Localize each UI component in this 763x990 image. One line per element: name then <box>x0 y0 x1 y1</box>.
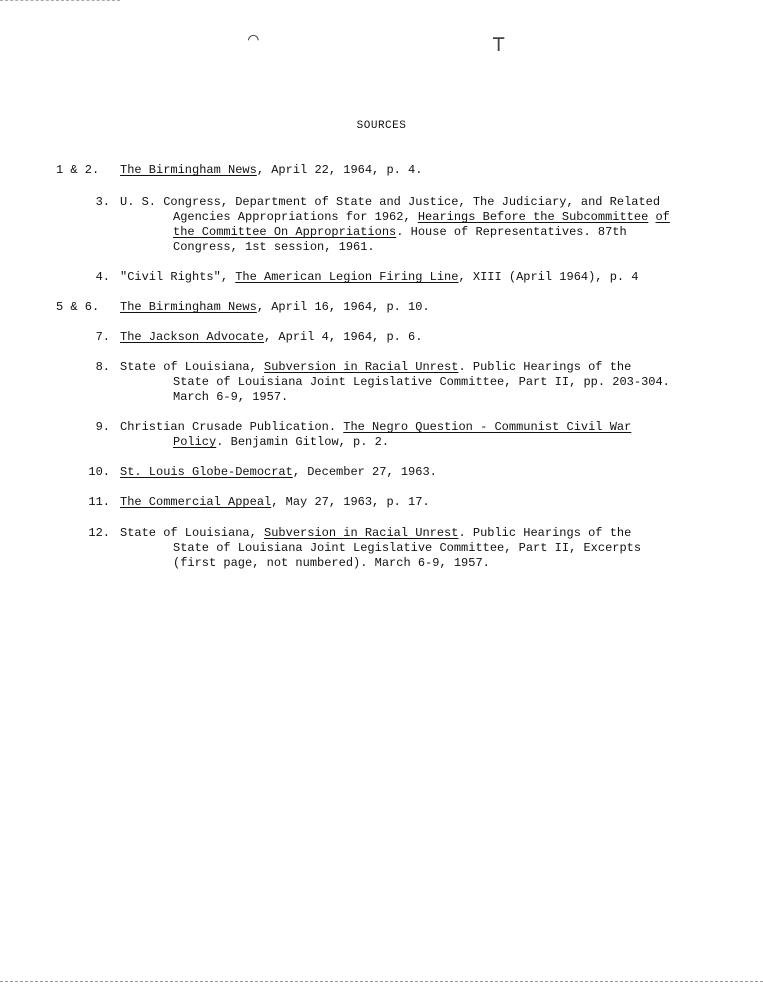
entry-line <box>120 420 631 435</box>
underlined-title: The American Legion Firing Line <box>235 270 459 284</box>
entry-number: 8. <box>95 360 110 374</box>
citation-text: Congress, 1st session, 1961. <box>173 240 375 254</box>
citation-text: Christian Crusade Publication. <box>120 420 344 434</box>
citation-text: . Benjamin Gitlow, p. 2. <box>216 435 390 449</box>
citation-text: Agencies Appropriations for 1962, <box>173 210 418 224</box>
bottom-edge-dashes <box>0 980 763 982</box>
citation-text: State of Louisiana, <box>120 526 265 540</box>
entry-line <box>120 465 437 480</box>
underlined-title: The Birmingham News <box>120 300 257 314</box>
citation-text: U. S. Congress, Department of State and Justice, The Judiciary, and Related <box>120 195 661 209</box>
underlined-title: the Committee On Appropriations <box>173 225 397 239</box>
entry-line <box>120 300 430 315</box>
entry-line <box>120 163 422 178</box>
entry-line <box>120 360 631 375</box>
underlined-title: Subversion in Racial Unrest <box>264 360 459 374</box>
citation-text: State of Louisiana Joint Legislative Committee, Part II, Excerpts <box>173 541 642 555</box>
entry-line <box>173 240 375 255</box>
entry-line <box>173 390 288 405</box>
citation-text: , April 22, 1964, p. 4. <box>256 163 423 177</box>
top-edge-dashes <box>0 0 120 2</box>
underlined-title: St. Louis Globe-Democrat <box>120 465 293 479</box>
entry-number: 9. <box>95 420 110 434</box>
entry-line <box>173 375 670 390</box>
entry-number: 1 & 2. <box>56 163 100 177</box>
entry-number: 11. <box>88 495 110 509</box>
citation-text: State of Louisiana Joint Legislative Committee, Part II, pp. 203-304. <box>173 375 670 389</box>
entry-number: 12. <box>88 526 110 540</box>
page-title: SOURCES <box>356 120 407 132</box>
margin-mark-tee: ⊤ <box>492 33 506 58</box>
underlined-title: Hearings Before the Subcommittee <box>417 210 649 224</box>
citation-text: "Civil Rights", <box>120 270 236 284</box>
entry-number: 3. <box>95 195 110 209</box>
citation-text: State of Louisiana, <box>120 360 265 374</box>
underlined-title: Policy <box>173 435 217 449</box>
entry-line <box>120 195 660 210</box>
citation-text: . House of Representatives. 87th <box>396 225 627 239</box>
citation-text: , May 27, 1963, p. 17. <box>271 495 430 509</box>
underlined-title: The Commercial Appeal <box>120 495 272 509</box>
entry-line <box>173 541 641 556</box>
entry-number: 10. <box>88 465 110 479</box>
underlined-title: of <box>655 210 670 224</box>
citation-text: , December 27, 1963. <box>292 465 437 479</box>
citation-text: . Public Hearings of the <box>458 526 632 540</box>
entry-line <box>120 495 430 510</box>
underlined-title: The Jackson Advocate <box>120 330 265 344</box>
entry-line <box>173 435 389 450</box>
citation-text: , XIII (April 1964), p. 4 <box>458 270 639 284</box>
entry-number: 7. <box>95 330 110 344</box>
citation-text: , April 16, 1964, p. 10. <box>256 300 430 314</box>
entry-line <box>120 330 422 345</box>
entry-line <box>120 526 631 541</box>
citation-text: , April 4, 1964, p. 6. <box>264 330 423 344</box>
citation-text: (first page, not numbered). March 6-9, 1957. <box>173 556 490 570</box>
underlined-title: The Negro Question - Communist Civil War <box>343 420 632 434</box>
entry-line <box>120 270 639 285</box>
citation-text: . Public Hearings of the <box>458 360 632 374</box>
underlined-title: The Birmingham News <box>120 163 257 177</box>
entry-number: 4. <box>95 270 110 284</box>
entry-line <box>173 225 627 240</box>
entry-number: 5 & 6. <box>56 300 100 314</box>
entry-line <box>173 210 670 225</box>
citation-text: March 6-9, 1957. <box>173 390 289 404</box>
entry-line <box>173 556 490 571</box>
margin-mark-arc: ⌒ <box>248 30 259 50</box>
underlined-title: Subversion in Racial Unrest <box>264 526 459 540</box>
